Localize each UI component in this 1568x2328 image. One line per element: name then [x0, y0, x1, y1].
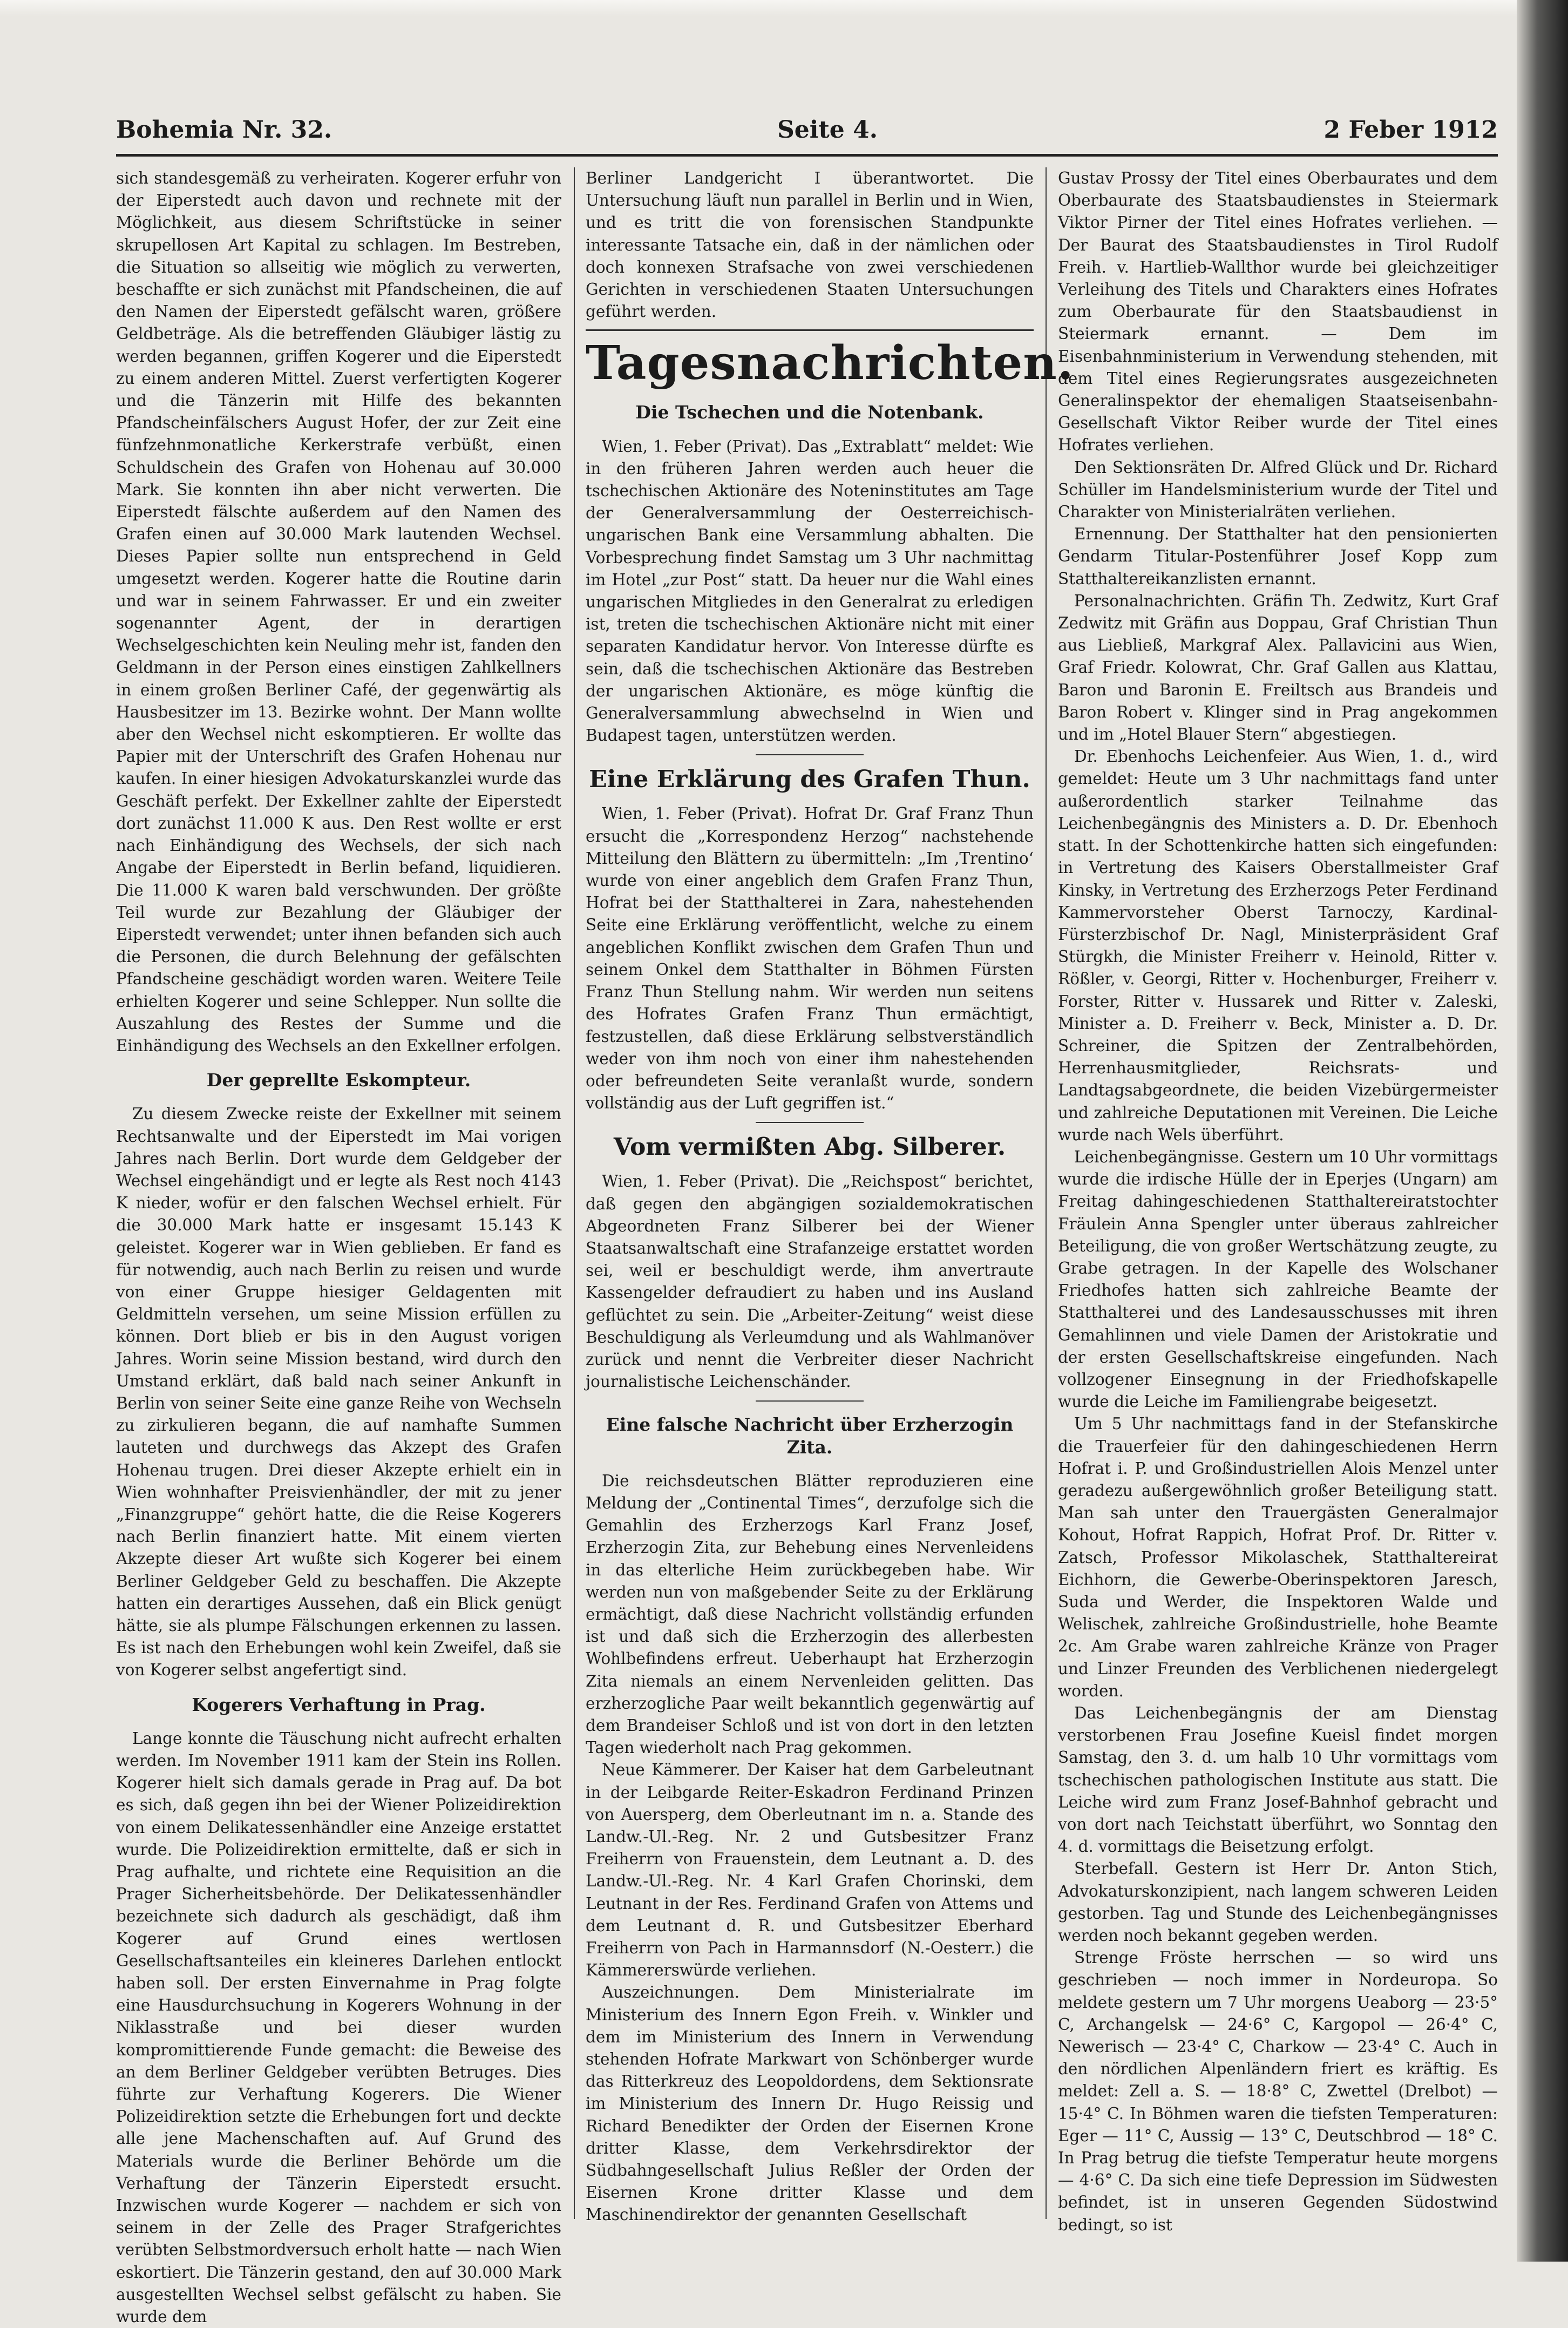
- article-heading: Eine falsche Nachricht über Erzherzogin Zita.: [606, 1414, 1014, 1458]
- article-text: Die reichsdeutschen Blätter reproduzieren eine Meldung der „Continental Times“, derzufolge sich die Gemahlin des Erzherzogs Karl Franz Josef, Erzherzogin Zita, zur Behebung eines Nervenleidens in das elterliche Heim zurückbegeben habe. Wir werden nun von maßgebender Seite zu der Erklärung ermächtigt, daß diese Nachricht vollständig erfunden ist und daß sich die Erzherzogin des allerbesten Wohlbefindens erfreut. Ueberhaupt hat Erzherzogin Zita niemals an einem Nervenleiden gelitten. Das erzherzogliche Paar weilt bekanntlich gegenwärtig auf dem Brandeiser Schloß und ist von dort in den letzten Tagen wiederholt nach Prag gekommen.: [586, 1471, 1034, 1757]
- scan-edge-shadow: [1517, 0, 1568, 2262]
- header-issue: Bohemia Nr. 32.: [116, 116, 332, 144]
- article-text: Zu diesem Zwecke reiste der Exkellner mit seinem Rechtsanwalte und der Eiperstedt im Mai vorigen Jahres nach Berlin. Dort wurde dem Geldgeber der Wechsel eingehändigt und er legte als Rest noch 4143 K nieder, wofür er den falschen Wechsel erhielt. Für die 30.000 Mark hatte er insgesamt 15.143 K geleistet. Kogerer war in Wien geblieben. Er fand es für notwendig, auch nach Berlin zu reisen und wurde von einer Gruppe hiesiger Geldagenten mit Geldmitteln versehen, um seine Mission erfüllen zu können. Dort blieb er bis in den August vorigen Jahres. Worin seine Mission bestand, wird durch den Umstand erklärt, daß bald nach seiner Ankunft in Berlin von seiner Seite eine ganze Reihe von Wechseln zu zirkulieren begann, die auf namhafte Summen lauteten und durchwegs das Akzept des Grafen Hohenau trugen. Drei dieser Akzepte erhielt ein in Wien wohnhafter Preisvienhändler, der mit zu jener „Finanzgruppe“ gehört hatte, die die Reise Kogerers nach Berlin finanziert hatte. Mit einem vierten Akzepte dieser Art wußte sich Kogerer bei einem Berliner Geldgeber Geld zu beschaffen. Die Akzepte hatten ein derartiges Aussehen, daß ein Blick genügt hätte, sie als plumpe Fälschungen erkennen zu lassen. Es ist nach den Erhebungen wohl kein Zweifel, daß sie von Kogerer selbst angefertigt sind.: [116, 1105, 561, 1680]
- article-subheading: Kogerers Verhaftung in Prag.: [192, 1694, 486, 1715]
- column-3: [1058, 167, 1498, 2234]
- news-item: Das Leichenbegängnis der am Dienstag verstorbenen Frau Josefine Kueisl findet morgen Samstag, den 3. d. um halb 10 Uhr vormittags vom tschechischen pathologischen Institute aus statt. Die Leiche wird zum Franz Josef-Bahnhof gebracht und von dort nach Teichstatt überführt, wo Sonntag den 4. d. vormittags die Beisetzung erfolgt.: [1058, 1704, 1498, 1856]
- article-divider: [756, 1400, 864, 1402]
- article-text: Wien, 1. Feber (Privat). Die „Reichspost“ berichtet, daß gegen den abgängigen sozialdemokratischen Abgeordneten Franz Silberer bei der Wiener Staatsanwaltschaft eine Strafanzeige erstattet worden sei, weil er beschuldigt werde, ihm anvertraute Kassengelder defraudiert zu haben und ins Ausland geflüchtet zu sein. Die „Arbeiter-Zeitung“ weist diese Beschuldigung als Verleumdung und als Wahlmanöver zurück und nennt die Verbreiter dieser Nachricht journalistische Leichenschänder.: [586, 1172, 1034, 1391]
- article-text: sich standesgemäß zu verheiraten. Kogerer erfuhr von der Eiperstedt auch davon und rechnete mit der Möglichkeit, aus diesem Schriftstücke in seiner skrupellosen Art Kapital zu schlagen. Im Bestreben, die Situation so allseitig wie möglich zu verwerten, beschaffte er sich zunächst mit Pfandscheinen, die auf den Namen der Eiperstedt gefälscht waren, größere Geldbeträge. Als die betreffenden Gläubiger lästig zu werden begannen, griffen Kogerer und die Eiperstedt zu einem anderen Mittel. Zuerst verfertigten Kogerer und die Tänzerin mit Hilfe des bekannten Pfandscheinfälschers August Hofer, der zur Zeit eine fünfzehnmonatliche Kerkerstrafe verbüßt, einen Schuldschein des Grafen von Hohenau auf 30.000 Mark. Sie konnten ihn aber nicht verwerten. Die Eiperstedt fälschte außerdem auf den Namen des Grafen einen auf 30.000 Mark lautenden Wechsel. Dieses Papier sollte nun entsprechend in Geld umgesetzt werden. Kogerer hatte die Routine darin und war in seinem Fahrwasser. Er und ein zweiter sogenannter Agent, der in derartigen Wechselgeschichten kein Neuling mehr ist, fanden den Geldmann in der Person eines einstigen Zahlkellners in einem großen Berliner Café, der gegenwärtig als Hausbesitzer im 13. Bezirke wohnt. Der Mann wollte aber den Wechsel nicht eskomptieren. Er wollte das Papier mit der Unterschrift des Grafen Hohenau nur kaufen. In einer hiesigen Advokaturskanzlei wurde das Geschäft perfekt. Der Exkellner zahlte der Eiperstedt dort zunächst 11.000 K aus. Den Rest wollte er erst nach Einhändigung des Wechsels, der sich nach Angabe der Eiperstedt in Berlin befand, liquidieren. Die 11.000 K waren bald verschwunden. Der größte Teil wurde zur Bezahlung der Gläubiger der Eiperstedt verwendet; unter ihnen befanden sich auch die Personen, die durch Belehnung der gefälschten Pfandscheine geschädigt worden waren. Weitere Teile erhielten Kogerer und seine Schlepper. Nun sollte die Auszahlung des Restes der Summe und die Einhändigung des Wechsels an den Exkellner erfolgen.: [116, 169, 561, 1055]
- header-page-number: Seite 4.: [777, 116, 878, 144]
- article-text: Lange konnte die Täuschung nicht aufrecht erhalten werden. Im November 1911 kam der Stein ins Rollen. Kogerer hielt sich damals gerade in Prag auf. Da bot es sich, daß gegen ihn bei der Wiener Polizeidirektion von einem Delikatessenhändler eine Anzeige erstattet wurde. Die Polizeidirektion ermittelte, daß er sich in Prag aufhalte, und richtete eine Requisition an die Prager Sicherheitsbehörde. Der Delikatessenhändler bezeichnete sich dadurch als geschädigt, daß ihm Kogerer auf Grund eines wertlosen Gesellschaftsanteiles ein kleineres Darlehen entlockt haben soll. Der ersten Einvernahme in Prag folgte eine Hausdurchsuchung in Kogerers Wohnung in der Niklasstraße und bei dieser wurden kompromittierende Funde gemacht: die Beweise des an dem Berliner Geldgeber verübten Betruges. Dies führte zur Verhaftung Kogerers. Die Wiener Polizeidirektion setzte die Erhebungen fort und deckte alle jene Machenschaften auf. Auf Grund des Materials wurde die Berliner Behörde um die Verhaftung der Tänzerin Eiperstedt ersucht. Inzwischen wurde Kogerer — nachdem er sich von seinem in der Zelle des Prager Strafgerichtes verübten Selbstmordversuch erholt hatte — nach Wien eskortiert. Die Tänzerin gestand, den auf 30.000 Mark ausgestellten Wechsel selbst gefälscht zu haben. Sie wurde dem: [116, 1729, 561, 2326]
- article-heading: Die Tschechen und die Notenbank.: [635, 402, 984, 423]
- news-item: Dr. Ebenhochs Leichenfeier. Aus Wien, 1. d., wird gemeldet: Heute um 3 Uhr nachmittags fand unter außerordentlich starker Teilnahme das Leichenbegängnis des Ministers a. D. Dr. Ebenhoch statt. In der Schottenkirche hatten sich eingefunden: in Vertretung des Kaisers Oberstallmeister Graf Kinsky, in Vertretung des Erzherzogs Peter Ferdinand Kammervorsteher Oberst Tarnoczy, Kardinal-Fürsterzbischof Dr. Nagl, Ministerpräsident Graf Stürgkh, die Minister Freiherr v. Heinold, Ritter v. Rößler, v. Georgi, Ritter v. Hochenburger, Freiherr v. Forster, Ritter v. Hussarek und Ritter v. Zaleski, Minister a. D. Freiherr v. Beck, Minister a. D. Dr. Schreiner, die Spitzen der Zentralbehörden, Herrenhausmitglieder, Reichsrats- und Landtagsabgeordnete, die beiden Vizebürgermeister und zahlreiche Deputationen mit Vereinen. Die Leiche wurde nach Wels überführt.: [1058, 747, 1498, 1144]
- newspaper-page: [116, 94, 1509, 2326]
- news-item: Strenge Fröste herrschen — so wird uns geschrieben — noch immer in Nordeuropa. So meldete gestern um 7 Uhr morgens Ueaborg — 23·5° C, Archangelsk — 24·6° C, Kargopol — 26·4° C, Newerisch — 23·4° C, Charkow — 23·4° C. Auch in den nördlichen Alpenländern friert es kräftig. Es meldet: Zell a. S. — 18·8° C, Zwettel (Drelbot) — 15·4° C. In Böhmen waren die tiefsten Temperaturen: Eger — 11° C, Aussig — 13° C, Deutschbrod — 18° C. In Prag betrug die tiefste Temperatur heute morgens — 4·6° C. Da sich eine tiefe Depression im Südwesten befindet, ist in unseren Gegenden Südostwind bedingt, so ist: [1058, 1948, 1498, 2234]
- column-1: [116, 167, 561, 2326]
- article-divider: [756, 1122, 864, 1123]
- article-heading: Vom vermißten Abg. Silberer.: [613, 1133, 1006, 1161]
- news-item: Leichenbegängnisse. Gestern um 10 Uhr vormittags wurde die irdische Hülle der in Eperjes (Ungarn) am Freitag dahingeschiedenen Statthaltereiratstochter Fräulein Anna Spengler unter überaus zahlreicher Beteiligung, die von großer Wertschätzung zeugte, zu Grabe getragen. In der Kapelle des Wolschaner Friedhofes hatten sich zahlreiche Beamte der Statthalterei und des Landesausschusses mit ihren Gemahlinnen und viele Damen der Aristokratie und der ersten Gesellschaftskreise eingefunden. Nach vollzogener Einsegnung in der Friedhofskapelle wurde die Leiche im Familiengrabe beigesetzt.: [1058, 1147, 1498, 1411]
- article-divider: [756, 754, 864, 755]
- column-divider-2: [1046, 167, 1047, 2219]
- column-divider-1: [574, 167, 575, 2219]
- news-item: Den Sektionsräten Dr. Alfred Glück und Dr. Richard Schüller im Handelsministerium wurde der Titel und Charakter von Ministerialräten verliehen.: [1058, 458, 1498, 522]
- news-item: Personalnachrichten. Gräfin Th. Zedwitz, Kurt Graf Zedwitz mit Gräfin aus Doppau, Graf Christian Thun aus Liebließ, Markgraf Alex. Pallavicini aus Wien, Graf Friedr. Kolowrat, Chr. Graf Gallen aus Klattau, Baron und Baronin E. Freiltsch aus Brandeis und Baron Robert v. Klinger sind in Prag angekommen und im „Hotel Blauer Stern“ abgestiegen.: [1058, 591, 1498, 744]
- news-item: Auszeichnungen. Dem Ministerialrate im Ministerium des Innern Egon Freih. v. Winkler und dem im Ministerium des Innern in Verwendung stehenden Hofrate Markwart von Schönberger wurde das Ritterkreuz des Leopoldordens, dem Sektionsrate im Ministerium des Innern Dr. Hugo Reissig und Richard Benedikter der Orden der Eisernen Krone dritter Klasse, dem Verkehrsdirektor der Südbahngesellschaft Julius Reßler der Orden der Eisernen Krone dritter Klasse und dem Maschinendirektor der genannten Gesellschaft: [586, 1983, 1034, 2224]
- section-rule: [586, 329, 1034, 331]
- news-item: Um 5 Uhr nachmittags fand in der Stefanskirche die Trauerfeier für den dahingeschiedenen Herrn Hofrat i. P. und Großindustriellen Alois Menzel unter geradezu außergewöhnlich großer Beteiligung statt. Man sah unter den Trauergästen Generalmajor Kohout, Hofrat Rappich, Hofrat Prof. Dr. Ritter v. Zatsch, Professor Mikolaschek, Statthaltereirat Eichhorn, die Gewerbe-Oberinspektoren Jaresch, Suda und Werder, die Inspektoren Walde und Welischek, zahlreiche Großindustrielle, hohe Beamte 2c. Am Grabe waren zahlreiche Kränze von Prager und Linzer Freunden des Verblichenen niedergelegt worden.: [1058, 1415, 1498, 1700]
- article-text: Wien, 1. Feber (Privat). Das „Extrablatt“ meldet: Wie in den früheren Jahren werden auch heuer die tschechischen Aktionäre des Noteninstitutes am Tage der Generalversammlung der Oesterreichisch-ungarischen Bank eine Versammlung abhalten. Die Vorbesprechung findet Samstag um 3 Uhr nachmittag im Hotel „zur Post“ statt. Da heuer nur die Wahl eines ungarischen Mitgliedes in den Generalrat zu erledigen ist, treten die tschechischen Aktionäre nicht mit einer separaten Kandidatur hervor. Von Interesse dürfte es sein, daß die tschechischen Aktionäre das Bestreben der ungarischen Aktionäre, es möge künftig die Generalversammlung abwechselnd in Wien und Budapest tagen, unterstützen werden.: [586, 437, 1034, 745]
- article-subheading: Der geprellte Eskompteur.: [206, 1070, 471, 1091]
- section-title: Tagesnachrichten.: [586, 336, 1074, 391]
- news-item: Gustav Prossy der Titel eines Oberbaurates und dem Oberbaurate des Staatsbaudienstes in Steiermark Viktor Pirner der Titel eines Hofrates verliehen. — Der Baurat des Staatsbaudienstes in Tirol Rudolf Freih. v. Hartlieb-Wallthor wurde bei gleichzeitiger Verleihung des Titels und Charakters eines Hofrates zum Oberbaurate für den Staatsbaudienst in Steiermark ernannt. — Dem im Eisenbahnministerium in Verwendung stehenden, mit dem Titel eines Regierungsrates ausgezeichneten Generalinspektor der ehemaligen Staatseisenbahn-Gesellschaft Viktor Reiber wurde der Titel eines Hofrates verliehen.: [1058, 169, 1498, 455]
- news-item: Sterbefall. Gestern ist Herr Dr. Anton Stich, Advokaturskonzipient, nach langem schweren Leiden gestorben. Tag und Stunde des Leichenbegängnisses werden noch bekannt gegeben werden.: [1058, 1859, 1498, 1945]
- column-2: [586, 167, 1074, 2224]
- news-item: Neue Kämmerer. Der Kaiser hat dem Garbeleutnant in der Leibgarde Reiter-Eskadron Ferdinand Prinzen von Auersperg, dem Oberleutnant im n. a. Stande des Landw.-Ul.-Reg. Nr. 2 und Gutsbesitzer Franz Freiherrn von Frauenstein, dem Leutnant a. D. des Landw.-Ul.-Reg. Nr. 4 Karl Grafen Chorinski, dem Leutnant in der Res. Ferdinand Grafen von Attems und dem Leutnant d. R. und Gutsbesitzer Eberhard Freiherrn von Pach in Harmannsdorf (N.-Oesterr.) die Kämmererswürde verliehen.: [586, 1761, 1034, 1980]
- article-text: Berliner Landgericht I überantwortet. Die Untersuchung läuft nun parallel in Berlin und in Wien, und es tritt die von forensischen Standpunkte interessante Tatsache ein, daß in der nämlichen oder doch konnexen Strafsache von zwei verschiedenen Gerichten in verschiedenen Staaten Untersuchungen geführt werden.: [586, 169, 1034, 321]
- page-header: [116, 111, 1498, 154]
- article-heading: Eine Erklärung des Grafen Thun.: [589, 766, 1030, 794]
- news-item: Ernennung. Der Statthalter hat den pensionierten Gendarm Titular-Postenführer Josef Kopp zum Statthaltereikanzlisten ernannt.: [1058, 525, 1498, 588]
- header-rule: [116, 154, 1498, 157]
- header-date: 2 Feber 1912: [1323, 116, 1498, 144]
- scan-top-margin: [0, 0, 1568, 16]
- article-text: Wien, 1. Feber (Privat). Hofrat Dr. Graf Franz Thun ersucht die „Korrespondenz Herzog“ nachstehende Mitteilung den Blättern zu übermitteln: „Im ‚Trentino‘ wurde von einer angeblich dem Grafen Franz Thun, Hofrat bei der Statthalterei in Zara, nahestehenden Seite eine Erklärung veröffentlicht, welche zu einem angeblichen Konflikt zwischen dem Grafen Thun und seinem Onkel dem Statthalter in Böhmen Fürsten Franz Thun Stellung nahm. Wir werden nun seitens des Hofrates Grafen Franz Thun ermächtigt, festzustellen, daß diese Erklärung selbstverständlich weder von ihm noch von einer ihm nahestehenden oder befreundeten Seite veranlaßt wurde, sondern vollständig aus der Luft gegriffen ist.“: [586, 804, 1034, 1113]
